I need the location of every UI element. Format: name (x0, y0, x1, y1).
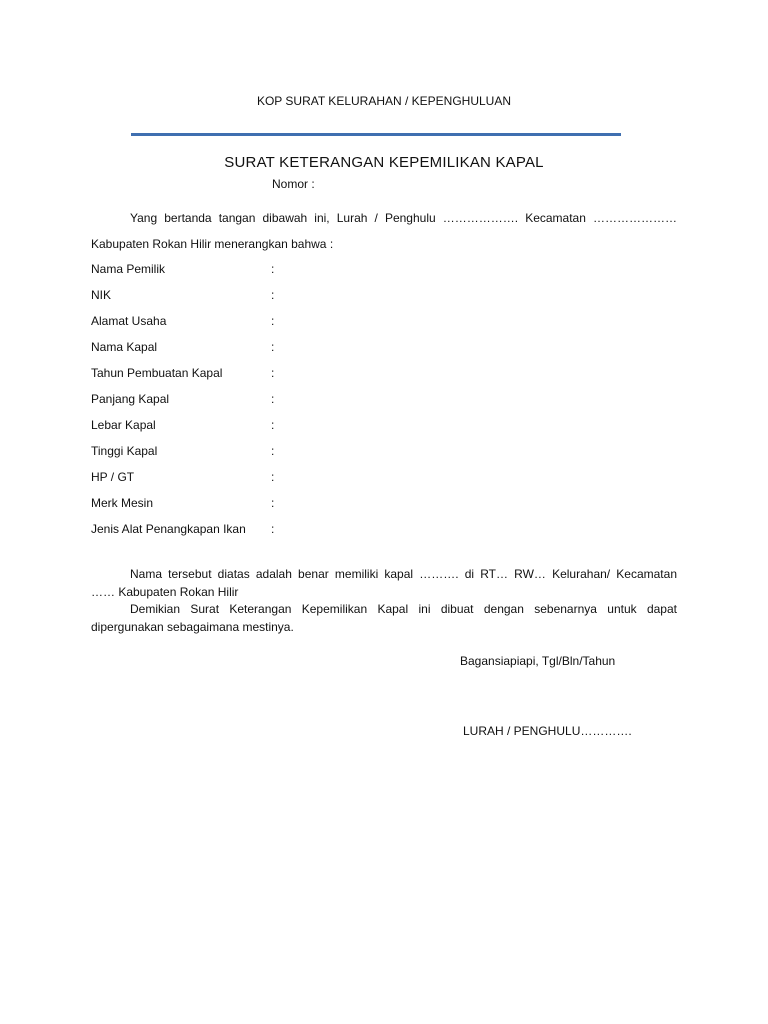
field-label: Lebar Kapal (91, 418, 156, 432)
field-separator: : (271, 418, 275, 432)
signer-title: LURAH / PENGHULU…………. (463, 724, 632, 738)
field-label: Alamat Usaha (91, 314, 167, 328)
field-tinggi-kapal (91, 444, 391, 461)
nomor-label: Nomor : (272, 177, 315, 191)
field-separator: : (271, 340, 275, 354)
field-label: HP / GT (91, 470, 135, 484)
field-label: Tahun Pembuatan Kapal (91, 366, 223, 380)
closing-paragraph-2-line-2: dipergunakan sebagaimana mestinya. (91, 620, 294, 634)
letterhead-text: KOP SURAT KELURAHAN / KEPENGHULUAN (256, 94, 512, 108)
field-label: Jenis Alat Penangkapan Ikan (91, 522, 246, 536)
field-separator: : (271, 288, 275, 302)
closing-paragraph-2-line-1: Demikian Surat Keterangan Kepemilikan Kapal ini dibuat dengan sebenarnya untuk dapat (130, 602, 677, 616)
field-separator: : (271, 444, 275, 458)
field-nik (91, 288, 391, 305)
field-nama-pemilik (91, 262, 391, 279)
field-separator: : (271, 366, 275, 380)
field-separator: : (271, 392, 275, 406)
field-hp-gt (91, 470, 391, 487)
document-title: SURAT KETERANGAN KEPEMILIKAN KAPAL (224, 154, 544, 171)
letterhead-rule (131, 133, 621, 136)
field-tahun-pembuatan (91, 366, 391, 383)
field-separator: : (271, 470, 275, 484)
field-separator: : (271, 314, 275, 328)
field-separator: : (271, 522, 275, 536)
field-nama-kapal (91, 340, 391, 357)
field-label: Tinggi Kapal (91, 444, 158, 458)
field-label: Merk Mesin (91, 496, 154, 510)
field-label: Panjang Kapal (91, 392, 170, 406)
field-label: NIK (91, 288, 112, 302)
field-panjang-kapal (91, 392, 391, 409)
closing-paragraph-1-line-2: …… Kabupaten Rokan Hilir (91, 585, 239, 599)
field-merk-mesin (91, 496, 391, 513)
field-jenis-alat (91, 522, 391, 539)
field-separator: : (271, 496, 275, 510)
field-label: Nama Kapal (91, 340, 158, 354)
intro-line-1: Yang bertanda tangan dibawah ini, Lurah / Penghulu ………………. Kecamatan ………………… (130, 211, 677, 225)
field-alamat-usaha (91, 314, 391, 331)
closing-paragraph-1-line-1: Nama tersebut diatas adalah benar memiliki kapal ………. di RT… RW… Kelurahan/ Kecamatan (130, 567, 677, 581)
place-date: Bagansiapiapi, Tgl/Bln/Tahun (460, 654, 616, 668)
field-lebar-kapal (91, 418, 391, 435)
intro-line-2: Kabupaten Rokan Hilir menerangkan bahwa : (91, 237, 334, 251)
field-separator: : (271, 262, 275, 276)
field-label: Nama Pemilik (91, 262, 166, 276)
